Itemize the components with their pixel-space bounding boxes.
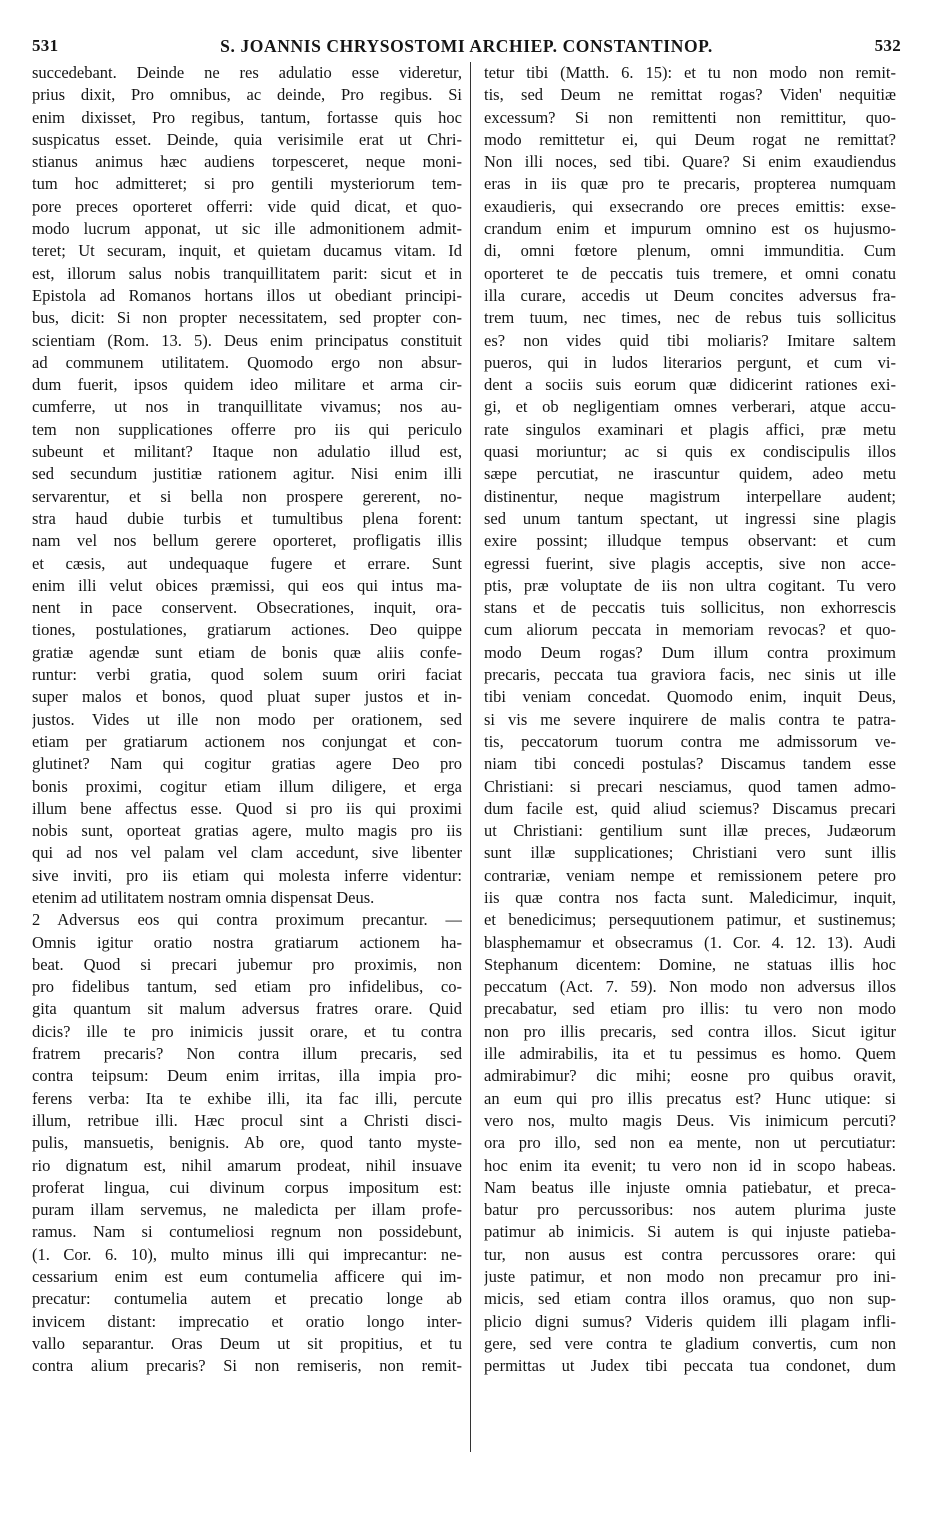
text-line: modo remittetur ei, qui Deum rogat ne remittat? <box>484 129 896 149</box>
text-line: exaudieris, qui exsecrando ore preces emittis: exse- <box>484 196 896 216</box>
text-line: cum aliorum peccata in memoriam revocas? et quo- <box>484 620 896 640</box>
text-line: di, omni fœtore plenum, omni immunditia. Cum <box>484 241 896 261</box>
text-line: tis, sed Deum ne remittat rogas? Viden' nequitiæ <box>484 85 896 105</box>
left-column <box>32 62 462 1378</box>
text-line: distinentur, neque magistrum interpellare audent; <box>484 486 896 506</box>
text-line: puram illam servemus, ne maledicta per illam profe- <box>32 1200 462 1220</box>
text-line: dicis? ille te pro inimicis jussit orare, et tu contra <box>32 1021 462 1041</box>
text-line: dum facile est, quid aliud sciemus? Discamus precari <box>484 798 896 818</box>
page-header <box>32 36 901 62</box>
text-line: est, illorum salus nobis tranquillitatem parit: sicut et in <box>32 263 462 283</box>
text-line: sed unum tantum spectant, ut ingressi sine plagis <box>484 508 896 528</box>
text-line: vallo separantur. Oras Deum ut sit propitius, et tu <box>32 1333 462 1353</box>
text-line: admirabimur? dic mihi; eosne pro quibus oravit, <box>484 1066 896 1086</box>
text-line: tum hoc admitteret; si pro gentili mysteriorum tem- <box>32 174 462 194</box>
text-line: et benedicimus; persequutionem patimur, et sustinemus; <box>484 910 896 930</box>
text-line: gere, sed vere contra te gladium convertis, cum non <box>484 1333 896 1353</box>
text-line: tiones, postulationes, gratiarum actiones. Deo quippe <box>32 620 462 640</box>
text-line: precatur: contumelia autem et precatio longe ab <box>32 1289 462 1309</box>
running-title: S. JOANNIS CHRYSOSTOMI ARCHIEP. CONSTANTINOP. <box>220 36 713 56</box>
text-line: teret; Ut securam, inquit, et quietam ducamus vitam. Id <box>32 241 462 261</box>
text-line: (1. Cor. 6. 10), multo minus illi qui imprecantur: ne- <box>32 1244 462 1264</box>
text-line: permittas ut Judex tibi peccata tua condonet, dum <box>484 1356 896 1376</box>
text-line: egressi fuerint, sive plagis acceptis, sive non acce- <box>484 553 896 573</box>
text-line: iis quæ contra nos facta sunt. Maledicimur, inquit, <box>484 887 896 907</box>
text-line: exire possint; illudque tempus observant: et cum <box>484 531 896 551</box>
text-line: ramus. Nam si contumeliosi regnum non possidebunt, <box>32 1222 462 1242</box>
text-line: juste patimur, et non modo non precamur pro ini- <box>484 1267 896 1287</box>
text-line: tem non supplicationes offerre pro iis qui periculo <box>32 419 462 439</box>
text-line: Christiani: si precari nesciamus, quod tamen admo- <box>484 776 896 796</box>
text-line: sive inviti, pro iis etiam qui molesta inferre videntur: <box>32 865 462 885</box>
text-line: gita quantum sit malum adversus fratres orare. Quid <box>32 999 462 1019</box>
text-line: gratiæ agendæ sunt etiam de bonis quæ aliis confe- <box>32 642 462 662</box>
text-line: glutinet? Nam qui cogitur gratias agere Deo pro <box>32 754 462 774</box>
text-line: contra teipsum: Deum enim irritas, illa impia pro- <box>32 1066 462 1086</box>
page-number-right: 532 <box>874 36 901 55</box>
text-line: stra haud dubie turbis et tumultibus plena forent: <box>32 508 462 528</box>
text-line: runtur: verbi gratia, quod solem suum oriri faciat <box>32 665 462 685</box>
text-line: ferens verba: Ita te exhibe illi, ita fac illi, percute <box>32 1088 462 1108</box>
text-line: nobis sunt, oporteat gratias agere, multo magis pro iis <box>32 821 462 841</box>
text-line: et cæsis, aut undequaque fugere et errare. Sunt <box>32 553 462 573</box>
text-line: proferat lingua, cui divinum corpus impositum est: <box>32 1177 462 1197</box>
text-line: etiam per gratiarum actionem nos conjungat et con- <box>32 731 462 751</box>
text-line: tur, non ausus est contra percussores orare: qui <box>484 1244 896 1264</box>
text-line: succedebant. Deinde ne res adulatio esse videretur, <box>32 63 462 82</box>
text-line: enim illi velut obices præmissi, qui eos qui intus ma- <box>32 575 462 595</box>
text-line: nent in pace conservent. Obsecrationes, inquit, ora- <box>32 598 462 618</box>
text-line: gi, et ob negligentiam omnes verberari, atque accu- <box>484 397 896 417</box>
text-line: es? non vides quid tibi moliaris? Imitare saltem <box>484 330 896 350</box>
text-line: modo lucrum apponat, ut sic ille admonitionem admit- <box>32 219 462 239</box>
text-line: precaris, peccata tua graviora facis, nec sinis ut ille <box>484 665 896 685</box>
text-line: blasphemamur et obsecramus (1. Cor. 4. 12. 13). Audi <box>484 932 896 952</box>
text-line: niam tibi concedi postulas? Discamus tandem esse <box>484 754 896 774</box>
text-line: tetur tibi (Matth. 6. 15): et tu non modo non remit- <box>484 63 896 82</box>
text-line: tis, peccatorum tuorum contra me admissorum ve- <box>484 731 896 751</box>
text-line: ptis, præ voluptate de iis non ultra cogitant. Tu vero <box>484 575 896 595</box>
text-line: nam vel nos bellum gerere oporteret, profligatis illis <box>32 531 462 551</box>
text-line: cumferre, ut nos in tranquillitate vivamus; nos au- <box>32 397 462 417</box>
text-line: stans et de peccatis tuis sollicitus, non exhorrescis <box>484 598 896 618</box>
text-line: ora pro illo, sed non ea mente, non ut percutiatur: <box>484 1133 896 1153</box>
text-line: Non illi noces, sed tibi. Quare? Si enim exaudiendus <box>484 152 896 172</box>
text-line: cessarium enim est eum contumelia afficere qui im- <box>32 1267 462 1287</box>
text-line: servarentur, et si bella non prospere gererent, no- <box>32 486 462 506</box>
text-line: pro fidelibus tantum, sed etiam pro infidelibus, co- <box>32 977 462 997</box>
text-line: bonis proximi, cogitur etiam illum diligere, et erga <box>32 776 462 796</box>
text-line: dum fuerit, ipsos quidem ideo militare et arma cir- <box>32 375 462 395</box>
text-line: bus, dicit: Si non propter necessitatem, sed propter con- <box>32 308 462 328</box>
text-line: fratrem precaris? Non contra illum precaris, sed <box>32 1044 462 1064</box>
text-line: sæpe percutiat, ne irascuntur quidem, adeo metu <box>484 464 896 484</box>
text-line: 2 Adversus eos qui contra proximum precantur. — <box>32 910 462 930</box>
text-line: Omnis igitur oratio nostra gratiarum actionem ha- <box>32 932 462 952</box>
text-line: ad communem utilitatem. Quomodo ergo non absur- <box>32 352 462 372</box>
text-line: rate singulos examinari et plagis affici, præ metu <box>484 419 896 439</box>
text-line: hoc enim ita evenit; tu vero non id in scopo habeas. <box>484 1155 896 1175</box>
text-line: peccatum (Act. 7. 59). Non modo non adversus illos <box>484 977 896 997</box>
text-line: suspicatus esset. Deinde, quia verisimile erat ut Chri- <box>32 129 462 149</box>
text-line: ut Christiani: gentilium sunt illæ preces, Judæorum <box>484 821 896 841</box>
text-line: dent a sociis suis eorum quæ didicerint rationes exi- <box>484 375 896 395</box>
text-line: tibi veniam concedat. Quomodo enim, inquit Deus, <box>484 687 896 707</box>
text-line: crandum enim et impurum omnino est os hujusmo- <box>484 219 896 239</box>
text-line: stianus animus hæc audiens torpesceret, neque moni- <box>32 152 462 172</box>
text-line: Epistola ad Romanos hortans illos ut obediant principi- <box>32 285 462 305</box>
column-divider <box>470 62 471 1452</box>
text-line: non pro illis precaris, sed contra illos. Sicut igitur <box>484 1021 896 1041</box>
text-line: pore preces oporteret offerri: vide quid dicat, et quo- <box>32 196 462 216</box>
text-line: contra alium precaris? Si non remiseris, non remit- <box>32 1356 462 1376</box>
text-line: plicio digni sumus? Videris quidem illi plagam infli- <box>484 1311 896 1331</box>
text-line: contrariæ, veniam nempe et remissionem petere pro <box>484 865 896 885</box>
text-line: si vis me severe inquirere de malis contra te patra- <box>484 709 896 729</box>
text-line: Stephanum dicentem: Domine, ne statuas illis hoc <box>484 954 896 974</box>
text-line: Nam beatus ille injuste omnia patiebatur, et preca- <box>484 1177 896 1197</box>
text-line: vero nos, multo magis Deus. Vis inimicum percuti? <box>484 1110 896 1130</box>
right-column <box>484 62 896 1378</box>
text-line: precabatur, sed etiam pro illis: tu vero non modo <box>484 999 896 1019</box>
text-line: illum bene affectus esse. Quod si pro iis qui proximi <box>32 798 462 818</box>
page-number-left: 531 <box>32 36 59 55</box>
text-line: enim dixisset, Pro regibus, tantum, fortasse quis hoc <box>32 107 462 127</box>
text-line: an eum qui pro illis precatus est? Hunc utique: si <box>484 1088 896 1108</box>
text-line: subeunt et militant? Itaque non adulatio illud est, <box>32 442 462 462</box>
text-line: pulis, mansuetis, benignis. Ab ore, quod tanto myste- <box>32 1133 462 1153</box>
text-line: scientiam (Rom. 13. 5). Deus enim principatus constituit <box>32 330 462 350</box>
text-line: sed secundum justitiæ rationem agitur. Nisi enim illi <box>32 464 462 484</box>
text-line: micis, sed etiam contra illos oramus, quo non sup- <box>484 1289 896 1309</box>
text-line: illum, retribue illi. Hæc procul sint a Christi disci- <box>32 1110 462 1130</box>
text-line: quasi moriuntur; ac si quis ex condiscipulis illos <box>484 442 896 462</box>
text-line: modo Deum rogas? Dum illum contra proximum <box>484 642 896 662</box>
text-line: etenim ad utilitatem nostram omnia dispensat Deus. <box>32 887 375 907</box>
text-line: ille admirabilis, ita et tu pessimus es homo. Quem <box>484 1044 896 1064</box>
text-line: justos. Vides ut ille non modo per orationem, sed <box>32 709 462 729</box>
text-line: illa curare, accedis ut Deum concites adversus fra- <box>484 285 896 305</box>
text-line: rio dignatum est, nihil amarum prodeat, nihil insuave <box>32 1155 462 1175</box>
text-line: pueros, qui in ludos literarios pergunt, et cum vi- <box>484 352 896 372</box>
text-line: super malos et bonos, quod pluat super justos et in- <box>32 687 462 707</box>
text-line: invicem distant: imprecatio et oratio longo inter- <box>32 1311 462 1331</box>
text-line: qui ad nos vel palam vel clam accedunt, sive libenter <box>32 843 462 863</box>
text-line: excessum? Si non remittenti non remittitur, quo- <box>484 107 896 127</box>
text-line: oporteret te de peccatis tuis tremere, et omni conatu <box>484 263 896 283</box>
text-line: beat. Quod si precari jubemur pro proximis, non <box>32 954 462 974</box>
text-line: batur pro percussoribus: nos autem plurima juste <box>484 1200 896 1220</box>
text-line: trem tuum, nec times, nec de rebus tuis sollicitus <box>484 308 896 328</box>
text-line: eras in iis quæ pro te precaris, propterea numquam <box>484 174 896 194</box>
text-line: prius dixit, Pro omnibus, ac deinde, Pro regibus. Si <box>32 85 462 105</box>
text-line: sunt illæ supplicationes; Christiani vero sunt illis <box>484 843 896 863</box>
text-line: patimur ab inimicis. Si autem is qui injuste patieba- <box>484 1222 896 1242</box>
